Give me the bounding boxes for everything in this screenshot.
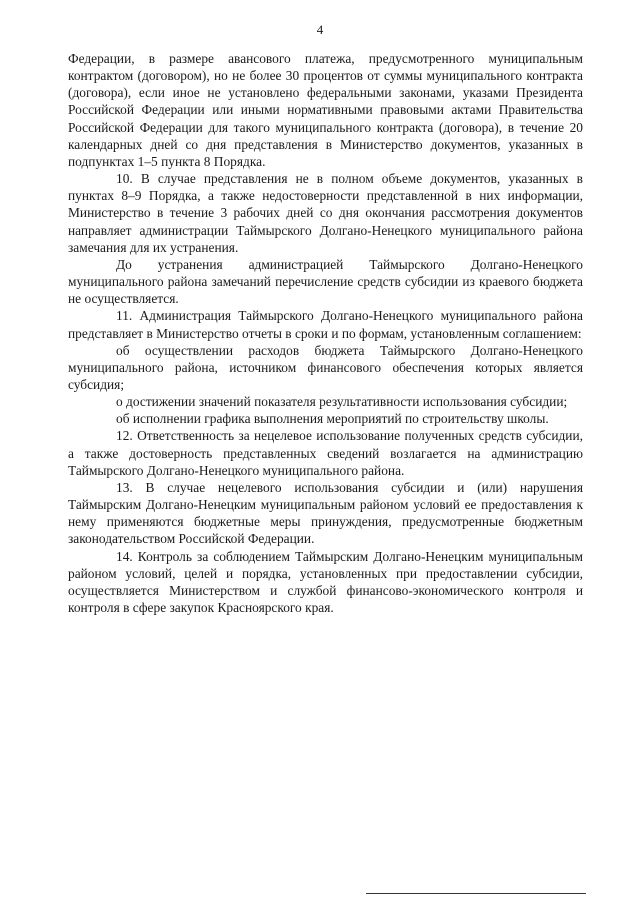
paragraph-10-note: До устранения администрацией Таймырского Долгано-Ненецкого муниципального района замечаний перечисление средств субсидии из краевого бюджета не осуществляется. <box>68 256 583 307</box>
paragraph-11-item-schedule: об исполнении графика выполнения мероприятий по строительству школы. <box>116 411 549 427</box>
paragraph-11-item-expenses: об осуществлении расходов бюджета Таймырского Долгано-Ненецкого муниципального района, источником финансового обеспечения которых является субсидия; <box>68 342 583 392</box>
paragraph-12: 12. Ответственность за нецелевое использование полученных средств субсидии, а также достоверность представленных сведений возлагается на администрацию Таймырского Долгано-Ненецкого муниципального района. <box>68 428 583 478</box>
paragraph-13: 13. В случае нецелевого использования субсидии и (или) нарушения Таймырским Долгано-Ненецким муниципальным районом условий ее предоставления к нему применяются бюджетные меры принуждения, предусмотренные бюджетным законодательством Российской Федерации. <box>68 479 583 547</box>
paragraph-14: 14. Контроль за соблюдением Таймырским Долгано-Ненецким муниципальным районом условий, целей и порядка, установленных при предоставлении субсидии, осуществляется Министерством и службой финансово-экономического контроля и контроля в сфере закупок Красноярского края. <box>68 548 583 615</box>
footer-rule <box>366 893 586 894</box>
paragraph-continuation: Федерации, в размере авансового платежа, предусмотренного муниципальным контрактом (договором), но не более 30 процентов от суммы муниципального контракта (договора), если иное не установлено федеральными законами, указами Президента Российской Федерации или иными нормативными правовыми актами Правительства Российской Федерации для такого муниципального контракта (договора), в течение 20 календарных дней со дня представления в Министерство документов, указанных в подпунктах 1–5 пункта 8 Порядка. <box>68 51 583 169</box>
document-body <box>68 50 583 616</box>
page-number: 4 <box>316 22 324 37</box>
paragraph-11: 11. Администрация Таймырского Долгано-Ненецкого муниципального района представляет в Министерство отчеты в сроки и по формам, установленным соглашением: <box>68 308 583 341</box>
paragraph-10: 10. В случае представления не в полном объеме документов, указанных в пунктах 8–9 Порядка, а также недостоверности представленной в них информации, Министерство в течение 3 рабочих дней со дня окончания рассмотрения документов направляет администрации Таймырского Долгано-Ненецкого муниципального района замечания для их устранения. <box>68 171 583 255</box>
paragraph-11-item-indicator: о достижении значений показателя результативности использования субсидии; <box>116 394 568 410</box>
